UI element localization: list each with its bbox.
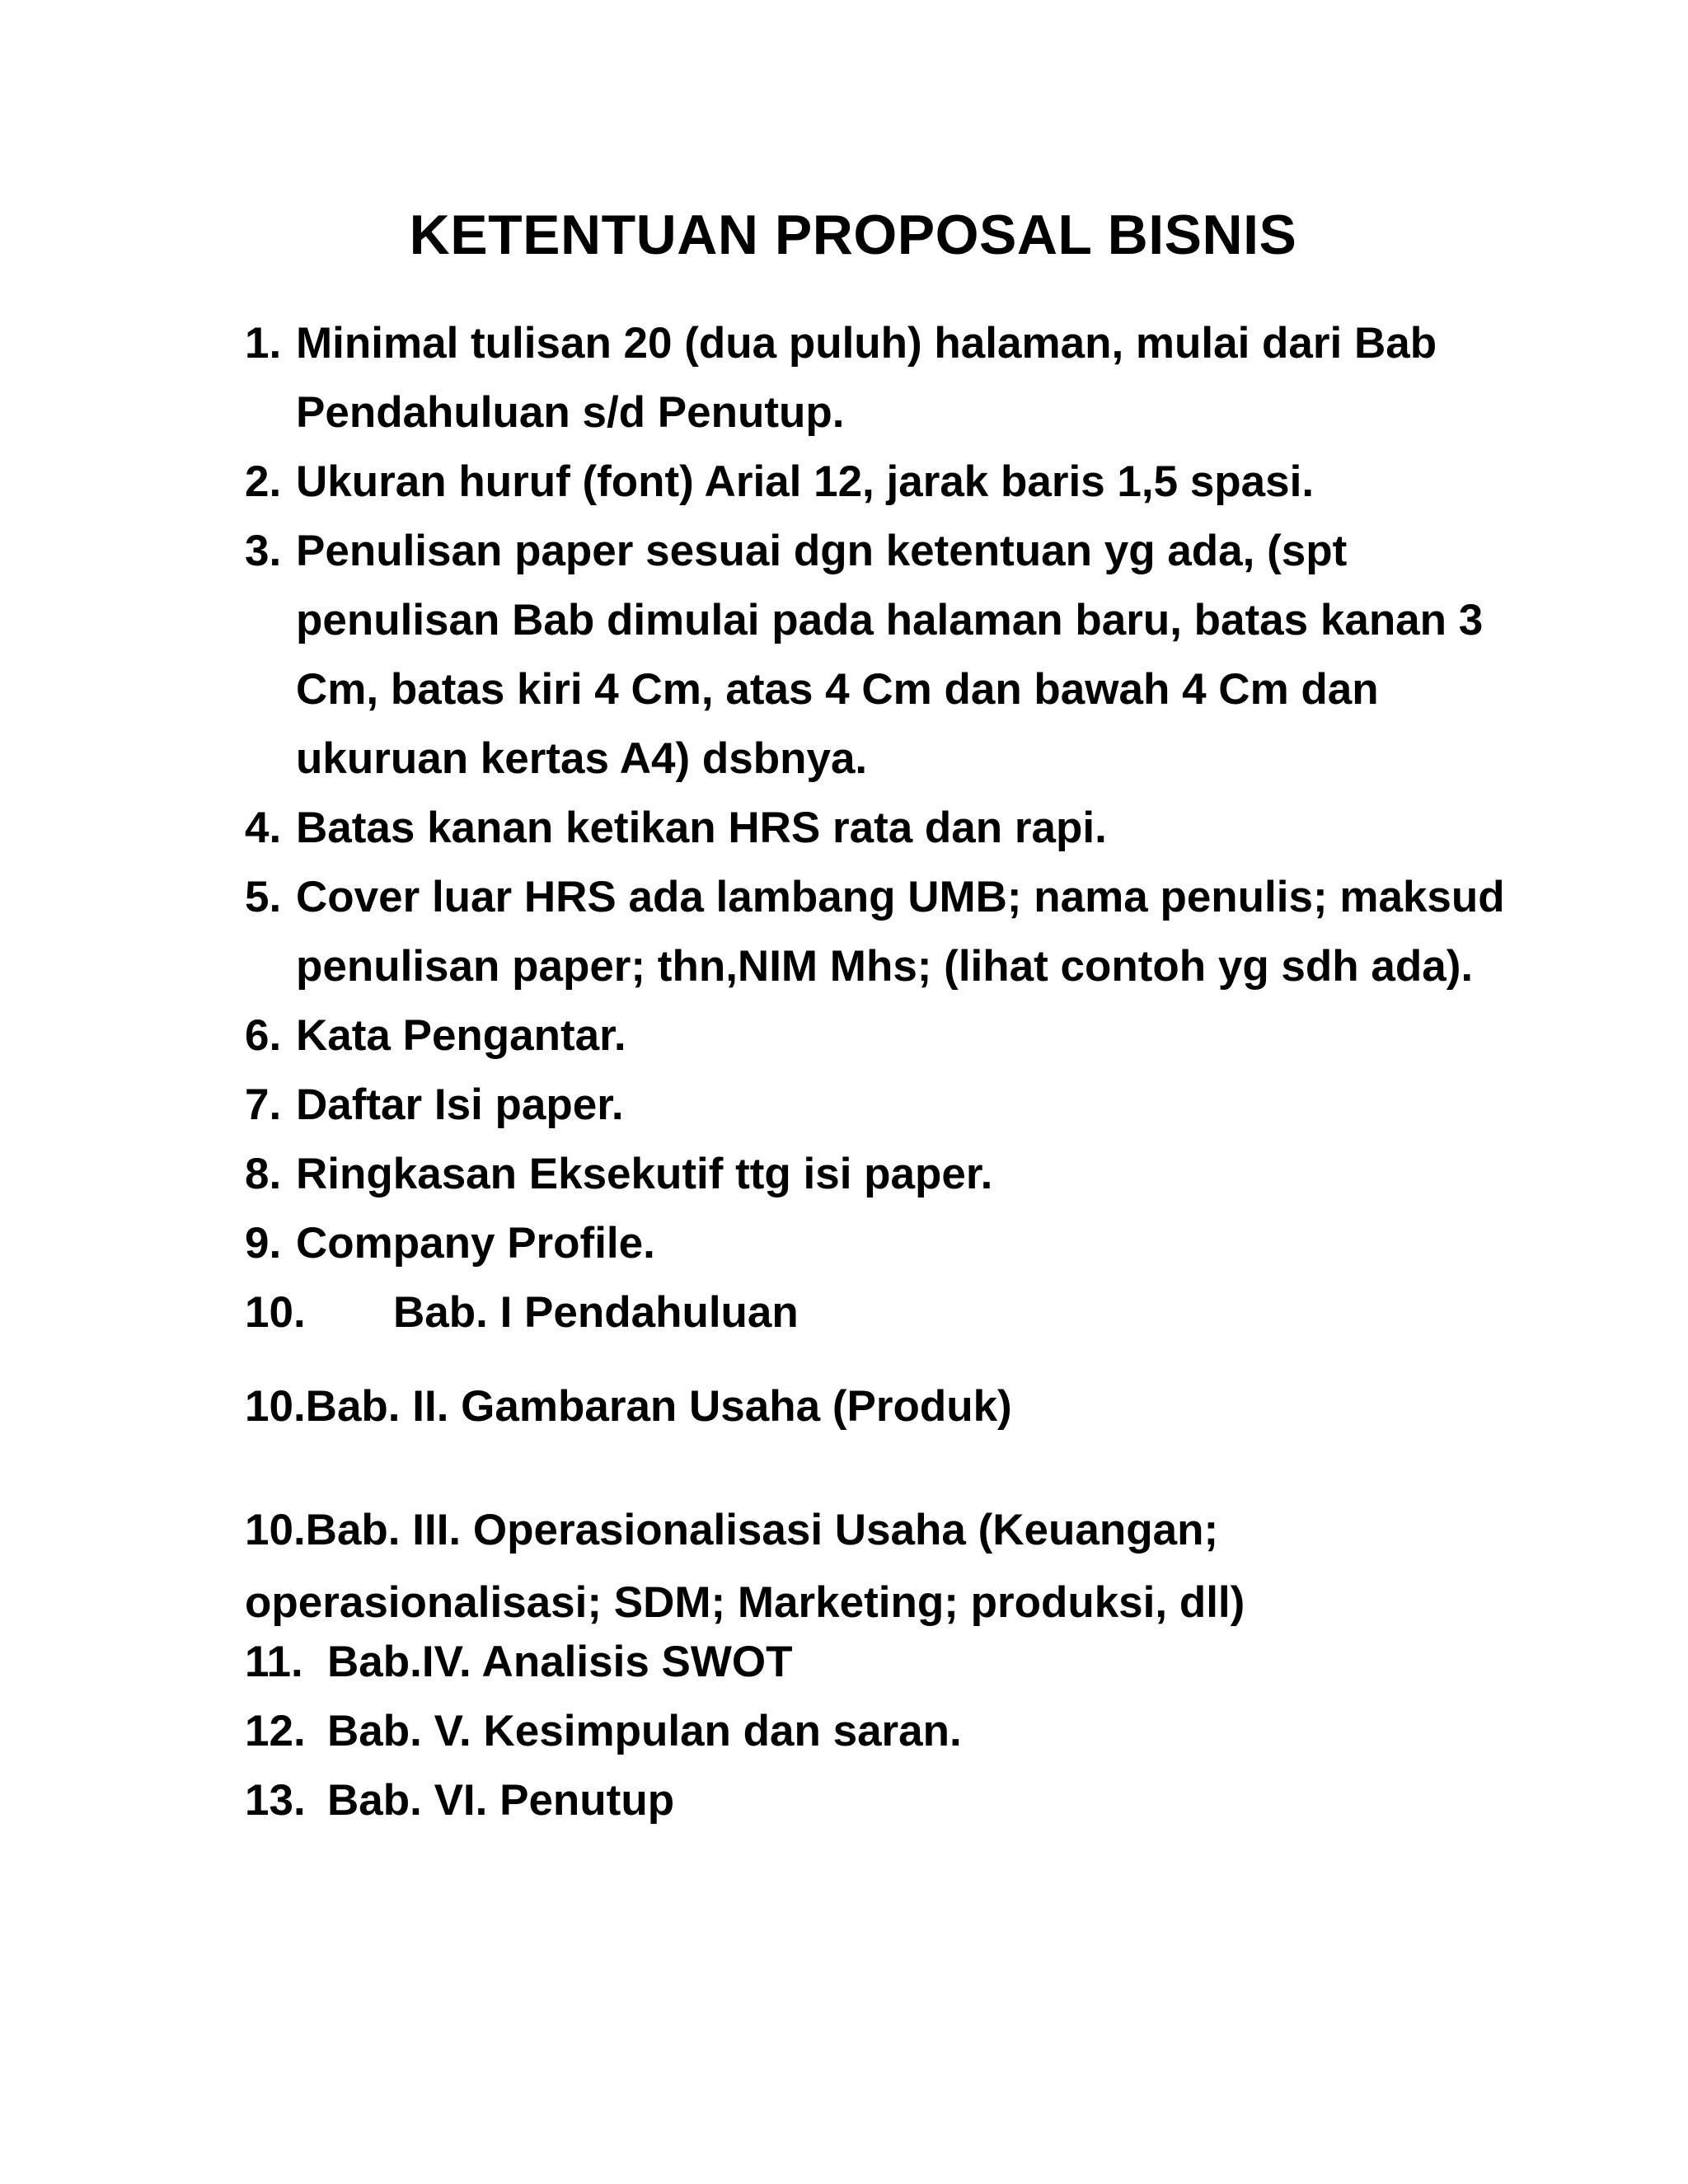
bab-iii-line-2: operasionalisasi; SDM; Marketing; produksi, dll): [245, 1578, 1245, 1627]
list-item-9: [245, 1209, 1564, 1278]
item-line: Kata Pengantar.: [296, 1011, 626, 1060]
list-item-6: [245, 1001, 1564, 1071]
closing-list: [245, 1628, 1564, 1835]
item-number: 5.: [245, 873, 282, 921]
item-number: 8.: [245, 1150, 282, 1198]
item-number: 1.: [245, 319, 282, 368]
list-item-1: [245, 309, 1564, 448]
item-number: 3.: [245, 527, 282, 575]
item-line: ukuruan kertas A4) dsbnya.: [296, 734, 868, 783]
item-number: 7.: [245, 1080, 282, 1129]
item-number: 12.: [245, 1707, 306, 1755]
item-line: Cm, batas kiri 4 Cm, atas 4 Cm dan bawah 4 Cm dan: [296, 665, 1379, 714]
document-title: [0, 198, 1688, 272]
item-line: Cover luar HRS ada lambang UMB; nama penulis; maksud: [296, 873, 1505, 921]
item-line: Bab. I Pendahuluan: [393, 1288, 799, 1337]
list-item-7: [245, 1071, 1564, 1140]
list-item-8: [245, 1140, 1564, 1209]
item-number: 4.: [245, 804, 282, 852]
item-line: Ringkasan Eksekutif ttg isi paper.: [296, 1150, 993, 1198]
item-line: Daftar Isi paper.: [296, 1080, 624, 1129]
item-number: 2.: [245, 457, 282, 506]
item-line: Penulisan paper sesuai dgn ketentuan yg ada, (spt: [296, 527, 1348, 575]
list-item-3: [245, 517, 1564, 794]
bab-iii-line-1: 10.Bab. III. Operasionalisasi Usaha (Keuangan;: [245, 1506, 1219, 1554]
item-number: 11.: [245, 1638, 303, 1686]
item-line: Bab. V. Kesimpulan dan saran.: [327, 1707, 962, 1755]
item-line: Pendahuluan s/d Penutup.: [296, 388, 845, 437]
requirements-list: [245, 309, 1564, 1347]
list-item-12: [245, 1697, 1564, 1766]
list-item-5: [245, 863, 1564, 1001]
item-line: Batas kanan ketikan HRS rata dan rapi.: [296, 804, 1107, 852]
item-line: Bab.IV. Analisis SWOT: [327, 1638, 793, 1686]
item-line: penulisan paper; thn,NIM Mhs; (lihat contoh yg sdh ada).: [296, 942, 1474, 991]
item-number: 13.: [245, 1776, 306, 1825]
item-line: Ukuran huruf (font) Arial 12, jarak baris 1,5 spasi.: [296, 457, 1315, 506]
bab-ii-line: 10.Bab. II. Gambaran Usaha (Produk): [245, 1382, 1012, 1431]
list-item-11: [245, 1628, 1564, 1697]
list-item-10: [245, 1278, 1564, 1347]
list-item-2: [245, 448, 1564, 517]
item-number: 9.: [245, 1219, 282, 1268]
title-text: KETENTUAN PROPOSAL BISNIS: [409, 204, 1297, 266]
item-line: Company Profile.: [296, 1219, 655, 1268]
item-number: 10.: [245, 1288, 306, 1337]
item-line: penulisan Bab dimulai pada halaman baru, batas kanan 3: [296, 596, 1484, 644]
item-line: Minimal tulisan 20 (dua puluh) halaman, mulai dari Bab: [296, 319, 1437, 368]
item-number: 6.: [245, 1011, 282, 1060]
item-line: Bab. VI. Penutup: [327, 1776, 675, 1825]
list-item-4: [245, 794, 1564, 863]
list-item-13: [245, 1766, 1564, 1835]
